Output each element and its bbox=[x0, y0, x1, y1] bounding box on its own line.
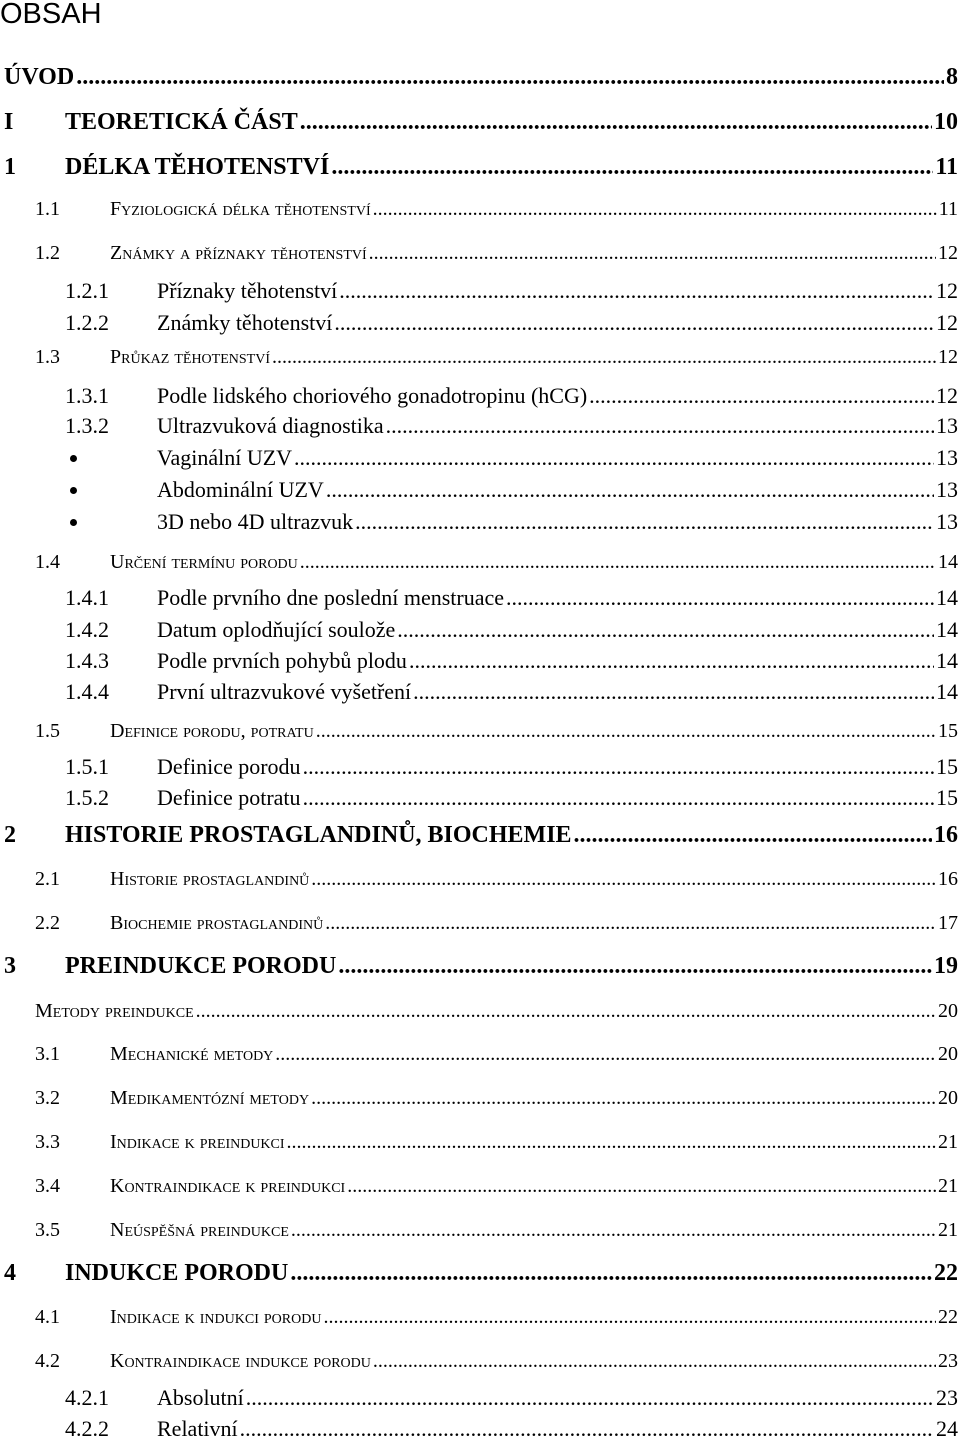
toc-entry[interactable] bbox=[0, 410, 958, 440]
toc-entry-number: 1.4 bbox=[35, 551, 60, 573]
toc-entry-number: 1.5 bbox=[35, 720, 60, 742]
toc-entry[interactable] bbox=[0, 1082, 958, 1112]
dot-leader bbox=[338, 951, 932, 981]
toc-entry-title: Kontraindikace k preindukci bbox=[110, 1175, 346, 1197]
toc-entry-title: Fyziologická délka těhotenství bbox=[110, 198, 371, 220]
toc-entry-title: Mechanické metody bbox=[110, 1043, 274, 1065]
toc-entry-page: 21 bbox=[938, 1219, 958, 1241]
toc-entry-title: Indikace k preindukci bbox=[110, 1131, 285, 1153]
toc-entry[interactable] bbox=[0, 193, 958, 223]
dot-leader bbox=[574, 820, 932, 850]
toc-entry-title: Absolutní bbox=[157, 1385, 244, 1410]
dot-leader bbox=[323, 1303, 936, 1331]
toc-entry-number: 1 bbox=[4, 154, 16, 180]
toc-entry-number: 3.1 bbox=[35, 1043, 60, 1065]
page-title: OBSAH bbox=[0, 0, 102, 30]
toc-entry-title: Historie prostaglandinů bbox=[110, 868, 310, 890]
bullet-icon bbox=[70, 487, 77, 494]
toc-entry[interactable] bbox=[0, 715, 958, 745]
toc-entry-page: 20 bbox=[938, 1043, 958, 1065]
toc-entry-title: Neúspěšná preindukce bbox=[110, 1219, 289, 1241]
toc-entry-title: Příznaky těhotenství bbox=[157, 278, 338, 303]
dot-leader bbox=[386, 412, 934, 440]
toc-entry-page: 17 bbox=[938, 912, 958, 934]
dot-leader bbox=[272, 343, 936, 371]
toc-entry-page: 11 bbox=[938, 198, 958, 220]
dot-leader bbox=[316, 717, 936, 745]
toc-entry[interactable] bbox=[0, 307, 958, 337]
toc-entry-title: Ultrazvuková diagnostika bbox=[157, 413, 384, 438]
toc-entry[interactable] bbox=[0, 506, 958, 536]
toc-entry-page: 16 bbox=[938, 868, 958, 890]
toc-entry-number: 1.5.2 bbox=[65, 785, 109, 810]
dot-leader bbox=[347, 1172, 936, 1200]
toc-entry-title: Podle lidského choriového gonadotropinu (hCG) bbox=[157, 383, 588, 408]
dot-leader bbox=[409, 647, 934, 675]
toc-entry-number: I bbox=[4, 109, 14, 135]
toc-entry-number: 1.3 bbox=[35, 346, 60, 368]
toc-entry-number: 2.1 bbox=[35, 868, 60, 890]
toc-entry[interactable] bbox=[0, 614, 958, 644]
toc-entry-title: Vaginální UZV bbox=[157, 445, 293, 470]
dot-leader bbox=[373, 1347, 936, 1375]
toc-entry-title: Abdominální UZV bbox=[157, 477, 324, 502]
dot-leader bbox=[413, 678, 934, 706]
toc-entry[interactable] bbox=[0, 152, 958, 182]
toc-entry-number: 4 bbox=[4, 1260, 16, 1286]
toc-entry-page: 19 bbox=[934, 953, 958, 979]
toc-entry-title: HISTORIE PROSTAGLANDINŮ, BIOCHEMIE bbox=[65, 822, 572, 848]
toc-entry-title: Relativní bbox=[157, 1416, 238, 1441]
toc-entry-page: 14 bbox=[936, 648, 958, 673]
dot-leader bbox=[287, 1128, 936, 1156]
toc-entry-number: 4.2.1 bbox=[65, 1385, 109, 1410]
toc-entry-page: 15 bbox=[936, 785, 958, 810]
dot-leader bbox=[339, 277, 934, 305]
toc-entry-title: Známky a příznaky těhotenství bbox=[110, 242, 367, 264]
toc-entry[interactable] bbox=[0, 645, 958, 675]
toc-entry-page: 12 bbox=[938, 346, 958, 368]
dot-leader bbox=[311, 1084, 936, 1112]
toc-entry-number: 3.5 bbox=[35, 1219, 60, 1241]
toc-entry-title: Datum oplodňující soulože bbox=[157, 617, 396, 642]
toc-entry-page: 12 bbox=[936, 278, 958, 303]
toc-entry-number: 1.4.4 bbox=[65, 679, 109, 704]
toc-entry-number: 2.2 bbox=[35, 912, 60, 934]
toc-entry-number: 2 bbox=[4, 822, 16, 848]
toc-entry-page: 14 bbox=[936, 585, 958, 610]
toc-entry-number: 4.1 bbox=[35, 1306, 60, 1328]
toc-entry-number: 1.2 bbox=[35, 242, 60, 264]
toc-entry[interactable] bbox=[0, 237, 958, 267]
toc-entry-page: 10 bbox=[934, 109, 958, 135]
toc-entry-number: 1.4.3 bbox=[65, 648, 109, 673]
toc-entry-page: 11 bbox=[935, 154, 958, 180]
toc-entry-title: INDUKCE PORODU bbox=[65, 1260, 289, 1286]
toc-entry-title: DÉLKA TĚHOTENSTVÍ bbox=[65, 154, 330, 180]
toc-entry[interactable] bbox=[0, 1301, 958, 1331]
toc-entry[interactable] bbox=[0, 951, 958, 981]
toc-entry[interactable] bbox=[0, 1170, 958, 1200]
toc-entry[interactable] bbox=[0, 380, 958, 410]
dot-leader bbox=[369, 239, 936, 267]
toc-entry-page: 14 bbox=[936, 679, 958, 704]
toc-entry[interactable] bbox=[0, 907, 958, 937]
toc-entry-page: 15 bbox=[938, 720, 958, 742]
dot-leader bbox=[240, 1415, 934, 1443]
toc-entry-title: Definice porodu, potratu bbox=[110, 720, 314, 742]
bullet-icon bbox=[70, 519, 77, 526]
toc-entry-page: 8 bbox=[946, 64, 958, 90]
toc-entry-title: Definice porodu bbox=[157, 754, 301, 779]
toc-entry-page: 22 bbox=[938, 1306, 958, 1328]
dot-leader bbox=[373, 195, 937, 223]
toc-entry[interactable] bbox=[0, 474, 958, 504]
toc-entry-title: TEORETICKÁ ČÁST bbox=[65, 109, 298, 135]
toc-entry[interactable] bbox=[0, 995, 958, 1025]
toc-entry-page: 12 bbox=[938, 242, 958, 264]
toc-entry-number: 4.2 bbox=[35, 1350, 60, 1372]
toc-entry-title: Indikace k indukci porodu bbox=[110, 1306, 322, 1328]
dot-leader bbox=[303, 784, 934, 812]
toc-entry[interactable] bbox=[0, 1038, 958, 1068]
toc-entry-page: 15 bbox=[936, 754, 958, 779]
toc-entry-number: 3 bbox=[4, 953, 16, 979]
dot-leader bbox=[275, 1040, 936, 1068]
dot-leader bbox=[506, 584, 934, 612]
toc-entry[interactable] bbox=[0, 1258, 958, 1288]
toc-entry-page: 16 bbox=[934, 822, 958, 848]
toc-entry-title: Podle prvních pohybů plodu bbox=[157, 648, 407, 673]
toc-entry-number: 1.4.2 bbox=[65, 617, 109, 642]
toc-entry[interactable] bbox=[0, 546, 958, 576]
dot-leader bbox=[589, 382, 934, 410]
dot-leader bbox=[311, 865, 936, 893]
dot-leader bbox=[196, 997, 936, 1025]
toc-entry-page: 20 bbox=[938, 1087, 958, 1109]
toc-entry-title: Definice potratu bbox=[157, 785, 301, 810]
toc-entry[interactable] bbox=[0, 442, 958, 472]
toc-entry-page: 22 bbox=[934, 1260, 958, 1286]
toc-entry[interactable] bbox=[0, 1214, 958, 1244]
dot-leader bbox=[246, 1384, 934, 1412]
toc-entry-page: 13 bbox=[936, 445, 958, 470]
dot-leader bbox=[300, 107, 932, 137]
toc-entry-number: 1.5.1 bbox=[65, 754, 109, 779]
toc-entry[interactable] bbox=[0, 1382, 958, 1412]
toc-entry[interactable] bbox=[0, 782, 958, 812]
toc-entry[interactable] bbox=[0, 863, 958, 893]
toc-entry[interactable] bbox=[0, 341, 958, 371]
toc-entry-title: Medikamentózní metody bbox=[110, 1087, 310, 1109]
toc-entry-title: Biochemie prostaglandinů bbox=[110, 912, 324, 934]
toc-entry-page: 24 bbox=[936, 1416, 958, 1441]
bullet-icon bbox=[70, 455, 77, 462]
toc-entry-title: Podle prvního dne poslední menstruace bbox=[157, 585, 505, 610]
toc-entry-number: 3.3 bbox=[35, 1131, 60, 1153]
toc-entry[interactable] bbox=[0, 1126, 958, 1156]
toc-entry-page: 14 bbox=[938, 551, 958, 573]
dot-leader bbox=[397, 616, 934, 644]
toc-entry-page: 12 bbox=[936, 310, 958, 335]
toc-entry-number: 1.3.2 bbox=[65, 413, 109, 438]
toc-entry-title: Známky těhotenství bbox=[157, 310, 333, 335]
dot-leader bbox=[331, 152, 933, 182]
toc-entry-number: 1.2.1 bbox=[65, 278, 109, 303]
toc-entry[interactable] bbox=[0, 275, 958, 305]
toc-entry-title: Kontraindikace indukce porodu bbox=[110, 1350, 371, 1372]
dot-leader bbox=[326, 476, 934, 504]
dot-leader bbox=[300, 548, 936, 576]
dot-leader bbox=[355, 508, 934, 536]
toc-entry-title: První ultrazvukové vyšetření bbox=[157, 679, 412, 704]
toc-entry[interactable] bbox=[0, 676, 958, 706]
dot-leader bbox=[290, 1258, 932, 1288]
toc-entry-page: 21 bbox=[938, 1131, 958, 1153]
toc-entry-page: 20 bbox=[938, 1000, 958, 1022]
dot-leader bbox=[334, 309, 934, 337]
toc-entry-title: Určení termínu porodu bbox=[110, 551, 298, 573]
toc-entry-number: 4.2.2 bbox=[65, 1416, 109, 1441]
dot-leader bbox=[294, 444, 934, 472]
toc-entry-number: 1.1 bbox=[35, 198, 60, 220]
toc-entry-page: 23 bbox=[938, 1350, 958, 1372]
toc-entry-page: 14 bbox=[936, 617, 958, 642]
toc-entry-title: 3D nebo 4D ultrazvuk bbox=[157, 509, 354, 534]
toc-entry-page: 12 bbox=[936, 383, 958, 408]
toc-entry-number: 1.4.1 bbox=[65, 585, 109, 610]
dot-leader bbox=[325, 909, 936, 937]
toc-entry[interactable] bbox=[0, 1413, 958, 1443]
dot-leader bbox=[291, 1216, 936, 1244]
toc-entry[interactable] bbox=[0, 107, 958, 137]
toc-entry-title: Průkaz těhotenství bbox=[110, 346, 270, 368]
toc-entry-number: 1.2.2 bbox=[65, 310, 109, 335]
toc-entry-number: 3.4 bbox=[35, 1175, 60, 1197]
toc-entry[interactable] bbox=[0, 751, 958, 781]
toc-entry[interactable] bbox=[0, 582, 958, 612]
toc-entry[interactable] bbox=[0, 820, 958, 850]
toc-entry-number: 3.2 bbox=[35, 1087, 60, 1109]
toc-entry-title: Metody preindukce bbox=[35, 1000, 194, 1022]
toc-entry-title: PREINDUKCE PORODU bbox=[65, 953, 337, 979]
toc-entry-page: 21 bbox=[938, 1175, 958, 1197]
dot-leader bbox=[76, 62, 944, 92]
toc-entry-page: 13 bbox=[936, 509, 958, 534]
toc-entry[interactable] bbox=[0, 62, 958, 92]
toc-entry-number: 1.3.1 bbox=[65, 383, 109, 408]
toc-entry-page: 13 bbox=[936, 413, 958, 438]
dot-leader bbox=[303, 753, 934, 781]
toc-entry-page: 13 bbox=[936, 477, 958, 502]
toc-entry-title: ÚVOD bbox=[4, 64, 75, 90]
toc-entry[interactable] bbox=[0, 1345, 958, 1375]
toc-entry-page: 23 bbox=[936, 1385, 958, 1410]
